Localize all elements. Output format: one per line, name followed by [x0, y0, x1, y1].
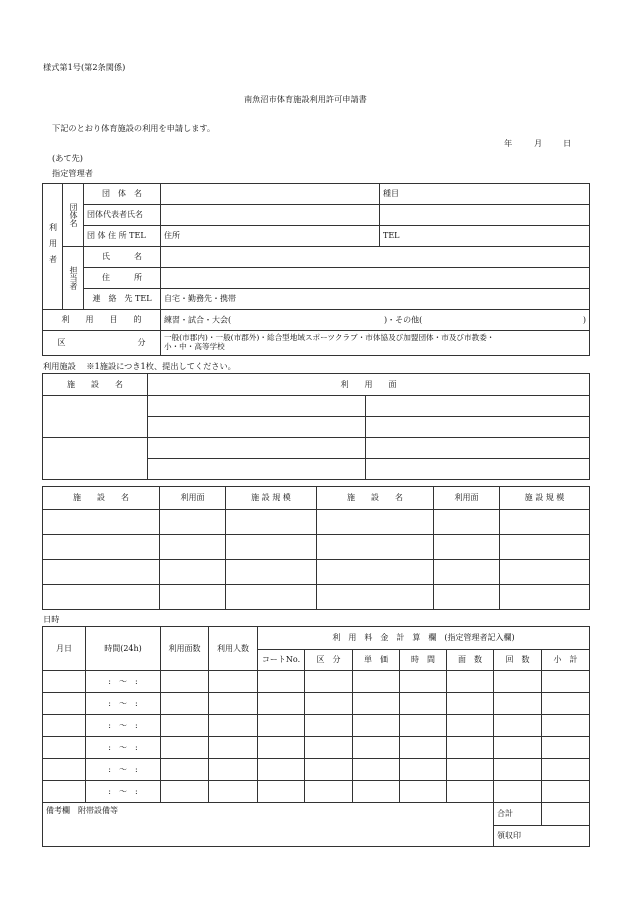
- scale-cell[interactable]: [43, 560, 160, 585]
- fee-cell[interactable]: [494, 715, 542, 737]
- facility-area-cell[interactable]: [148, 417, 366, 438]
- group-address-field[interactable]: [161, 226, 380, 247]
- address-label: 住所: [164, 231, 180, 241]
- form-number: 様式第1号(第2条関係): [43, 62, 126, 72]
- fee-cell[interactable]: [542, 759, 590, 781]
- people-count-header: 利用人数: [209, 627, 258, 671]
- fee-title: 利 用 料 金 計 算 欄 (指定管理者記入欄): [258, 627, 590, 650]
- group-address-label: 団 体 住 所 TEL: [84, 226, 161, 247]
- area-count-cell[interactable]: [161, 671, 209, 693]
- people-count-cell[interactable]: [209, 737, 258, 759]
- facility-area-cell[interactable]: [366, 417, 590, 438]
- fee-cell[interactable]: [494, 759, 542, 781]
- person-name-label: 氏 名: [84, 247, 161, 268]
- contact-tel-label: 連 絡 先 TEL: [84, 289, 161, 310]
- fee-cell[interactable]: [305, 671, 353, 693]
- area-count-cell[interactable]: [161, 693, 209, 715]
- group-tel-field[interactable]: [380, 226, 590, 247]
- fee-cell[interactable]: [353, 693, 400, 715]
- fee-cell[interactable]: [353, 671, 400, 693]
- scale-cell[interactable]: [43, 510, 160, 535]
- facility-label: 利用施設: [43, 361, 76, 371]
- schedule-row: [43, 693, 590, 715]
- fee-cell[interactable]: [542, 737, 590, 759]
- fee-cell[interactable]: [447, 715, 494, 737]
- person-address-field[interactable]: [161, 268, 590, 289]
- scale-cell[interactable]: [317, 585, 434, 610]
- representative-field-extra[interactable]: [380, 205, 590, 226]
- user-label: 利用者: [43, 184, 63, 310]
- fee-cell[interactable]: [447, 693, 494, 715]
- scale-cell[interactable]: [160, 535, 226, 560]
- purpose-label: 利 用 目 的: [43, 310, 161, 331]
- tel-label: TEL: [383, 231, 400, 241]
- schedule-row: [43, 781, 590, 803]
- fee-header: 面 数: [447, 650, 494, 671]
- time-cell[interactable]: : ～ :: [86, 693, 161, 715]
- date-cell[interactable]: [43, 671, 86, 693]
- fee-cell[interactable]: [400, 715, 447, 737]
- time-cell[interactable]: : ～ :: [86, 715, 161, 737]
- fee-cell[interactable]: [542, 715, 590, 737]
- fee-cell[interactable]: [400, 693, 447, 715]
- scale-cell[interactable]: [226, 585, 317, 610]
- category-line-2: 小・中・高等学校: [164, 342, 225, 351]
- scale-cell[interactable]: [434, 535, 500, 560]
- addressee-name: 指定管理者: [52, 168, 93, 178]
- fee-cell[interactable]: [353, 781, 400, 803]
- schedule-label: 日時: [43, 614, 60, 624]
- date-cell[interactable]: [43, 715, 86, 737]
- fee-cell[interactable]: [447, 759, 494, 781]
- scale-cell[interactable]: [226, 535, 317, 560]
- fee-cell[interactable]: [305, 759, 353, 781]
- facility-area-cell[interactable]: [366, 459, 590, 480]
- scale-cell[interactable]: [226, 560, 317, 585]
- fee-cell[interactable]: [353, 715, 400, 737]
- scale-cell[interactable]: [317, 535, 434, 560]
- fee-header: 小 計: [542, 650, 590, 671]
- scale-cell[interactable]: [226, 510, 317, 535]
- schedule-row: [43, 671, 590, 693]
- group-label: 団体名: [63, 184, 84, 247]
- scale-cell[interactable]: [160, 510, 226, 535]
- facility-name-cell[interactable]: [43, 396, 148, 438]
- date-header: 月日: [43, 627, 86, 671]
- scale-cell[interactable]: [160, 560, 226, 585]
- area-count-cell[interactable]: [161, 781, 209, 803]
- people-count-cell[interactable]: [209, 781, 258, 803]
- people-count-cell[interactable]: [209, 693, 258, 715]
- time-cell[interactable]: : ～ :: [86, 759, 161, 781]
- date-cell[interactable]: [43, 693, 86, 715]
- scale-cell[interactable]: [434, 585, 500, 610]
- remarks-table: [42, 802, 590, 847]
- area-count-cell[interactable]: [161, 715, 209, 737]
- fee-cell[interactable]: [305, 693, 353, 715]
- date-year-label: 年: [504, 138, 513, 148]
- person-address-label: 住 所: [84, 268, 161, 289]
- representative-field[interactable]: [161, 205, 380, 226]
- schedule-row: [43, 737, 590, 759]
- scale-cell[interactable]: [500, 560, 590, 585]
- fee-cell[interactable]: [305, 781, 353, 803]
- fee-cell[interactable]: [258, 737, 305, 759]
- facility-area-cell[interactable]: [366, 438, 590, 459]
- person-name-field[interactable]: [161, 247, 590, 268]
- fee-cell[interactable]: [494, 737, 542, 759]
- scale-header: 施 設 名: [43, 487, 160, 510]
- time-header: 時間(24h): [86, 627, 161, 671]
- time-cell[interactable]: : ～ :: [86, 737, 161, 759]
- date-cell[interactable]: [43, 737, 86, 759]
- scale-cell[interactable]: [434, 560, 500, 585]
- scale-cell[interactable]: [43, 585, 160, 610]
- purpose-other-option: )・その他(: [384, 315, 423, 325]
- time-cell[interactable]: : ～ :: [86, 781, 161, 803]
- scale-cell[interactable]: [500, 535, 590, 560]
- fee-cell[interactable]: [305, 737, 353, 759]
- fee-header: コートNo.: [258, 650, 305, 671]
- fee-cell[interactable]: [542, 693, 590, 715]
- people-count-cell[interactable]: [209, 759, 258, 781]
- purpose-field[interactable]: [161, 310, 590, 331]
- receipt-stamp-label: 領収印: [497, 831, 521, 841]
- event-label: 種目: [383, 189, 399, 199]
- schedule-table: [42, 626, 590, 803]
- facility-note: ※1施設につき1枚、提出してください。: [86, 361, 236, 371]
- facility-name-header: 施 設 名: [43, 374, 148, 396]
- intro-text: 下記のとおり体育施設の利用を申請します。: [52, 123, 216, 133]
- facility-area-cell[interactable]: [148, 459, 366, 480]
- category-line-1: 一般(市郡内)・一般(市郡外)・総合型地域スポーツクラブ・市体協及び加盟団体・市及び市教委・: [164, 333, 495, 343]
- scale-header: 施 設 名: [317, 487, 434, 510]
- contact-options: 自宅・勤務先・携帯: [164, 294, 236, 304]
- fee-header: 時 間: [400, 650, 447, 671]
- fee-cell[interactable]: [542, 671, 590, 693]
- fee-cell[interactable]: [258, 671, 305, 693]
- area-count-cell[interactable]: [161, 759, 209, 781]
- fee-cell[interactable]: [447, 781, 494, 803]
- scale-cell[interactable]: [500, 510, 590, 535]
- facility-scale-table: [42, 486, 590, 610]
- schedule-row: [43, 759, 590, 781]
- facility-section-label: [43, 361, 236, 372]
- scale-header: 利用面: [160, 487, 226, 510]
- schedule-row: [43, 715, 590, 737]
- scale-cell[interactable]: [160, 585, 226, 610]
- fee-cell[interactable]: [400, 737, 447, 759]
- applicant-table: [42, 183, 590, 356]
- scale-cell[interactable]: [43, 535, 160, 560]
- fee-cell[interactable]: [258, 715, 305, 737]
- date-day-label: 日: [563, 138, 572, 148]
- fee-cell[interactable]: [400, 781, 447, 803]
- fee-header: 区 分: [305, 650, 353, 671]
- fee-cell[interactable]: [258, 781, 305, 803]
- facility-name-cell[interactable]: [43, 438, 148, 480]
- fee-cell[interactable]: [353, 737, 400, 759]
- purpose-close-paren: ): [582, 315, 586, 325]
- fee-cell[interactable]: [494, 693, 542, 715]
- fee-cell[interactable]: [494, 671, 542, 693]
- facility-area-cell[interactable]: [148, 396, 366, 417]
- fee-cell[interactable]: [258, 693, 305, 715]
- fee-cell[interactable]: [494, 781, 542, 803]
- fee-cell[interactable]: [305, 715, 353, 737]
- fee-cell[interactable]: [400, 671, 447, 693]
- facility-area-cell[interactable]: [366, 396, 590, 417]
- date-cell[interactable]: [43, 759, 86, 781]
- facility-table: [42, 373, 590, 480]
- contact-label: 担当者: [63, 247, 84, 310]
- group-name-field[interactable]: [161, 184, 380, 205]
- contact-tel-field[interactable]: [161, 289, 590, 310]
- event-field[interactable]: [380, 184, 590, 205]
- people-count-cell[interactable]: [209, 671, 258, 693]
- category-label: 区 分: [43, 331, 161, 356]
- page-title: 南魚沼市体育施設利用許可申請書: [244, 94, 367, 104]
- fee-header: 単 価: [353, 650, 400, 671]
- receipt-stamp-field[interactable]: [494, 826, 590, 847]
- scale-cell[interactable]: [317, 560, 434, 585]
- remarks-label: 備考欄 附帯設備等: [46, 806, 118, 815]
- facility-area-cell[interactable]: [148, 438, 366, 459]
- scale-cell[interactable]: [434, 510, 500, 535]
- addressee-label: (あて先): [52, 153, 83, 163]
- area-count-header: 利用面数: [161, 627, 209, 671]
- people-count-cell[interactable]: [209, 715, 258, 737]
- date-cell[interactable]: [43, 781, 86, 803]
- fee-cell[interactable]: [353, 759, 400, 781]
- scale-cell[interactable]: [317, 510, 434, 535]
- purpose-main-options: 練習・試合・大会(: [164, 315, 232, 325]
- scale-header: 施 設 規 模: [226, 487, 317, 510]
- fee-cell[interactable]: [258, 759, 305, 781]
- remarks-field[interactable]: [43, 803, 494, 847]
- time-cell[interactable]: : ～ :: [86, 671, 161, 693]
- fee-cell[interactable]: [400, 759, 447, 781]
- fee-cell[interactable]: [447, 671, 494, 693]
- category-field[interactable]: [161, 331, 590, 356]
- total-field[interactable]: [542, 803, 590, 826]
- area-count-cell[interactable]: [161, 737, 209, 759]
- scale-header: 利用面: [434, 487, 500, 510]
- scale-header: 施 設 規 模: [500, 487, 590, 510]
- fee-cell[interactable]: [447, 737, 494, 759]
- total-label: 合計: [494, 803, 542, 826]
- facility-area-header: 利 用 面: [148, 374, 590, 396]
- fee-header: 回 数: [494, 650, 542, 671]
- date-month-label: 月: [534, 138, 543, 148]
- fee-cell[interactable]: [542, 781, 590, 803]
- representative-label: 団体代表者氏名: [84, 205, 161, 226]
- group-name-label: 団 体 名: [84, 184, 161, 205]
- scale-cell[interactable]: [500, 585, 590, 610]
